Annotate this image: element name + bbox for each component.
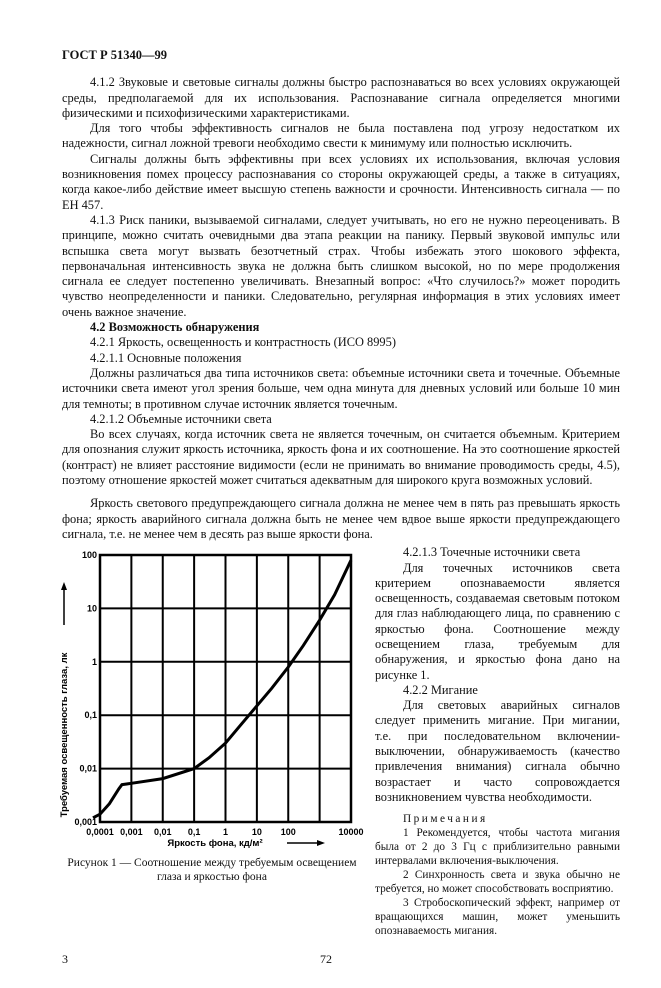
note-item: 3 Стробоскопический эффект, например от вращающихся машин, может уменьшить опознаваемость мигания. (375, 897, 620, 938)
notes (375, 812, 620, 938)
x-tick-label: 0,001 (120, 827, 143, 838)
subsection-heading: 4.2.1.1 Основные положения (90, 350, 242, 365)
page-number-left: 3 (62, 952, 68, 967)
document-header: ГОСТ Р 51340—99 (62, 48, 168, 62)
paragraph: Должны различаться два типа источников света: объемные источники света и точечные. Объемные источники света имеют угол зрения больше, чем одна минута для дневных условий или больше 10 мин для темноты; в противном случае источник является точечным. (62, 365, 620, 411)
paragraph: Для световых аварийных сигналов следует применить мигание. При мигании, т.е. при последовательном включении-выключении, обнаруживаемость (качество привлечения внимания) сигнала обычно возрастает и часто сопровождается возникновением чувства необходимости. (375, 698, 620, 804)
y-tick-label: 1 (91, 657, 97, 668)
x-tick-label: 0,0001 (86, 827, 114, 838)
y-tick-label: 10 (86, 603, 97, 614)
y-axis-label: Требуемая освещенность глаза, лк (59, 652, 70, 818)
x-axis-arrowhead-icon (317, 840, 325, 846)
paragraph: Во всех случаях, когда источник света не является точечным, он считается объемным. Критерием для опознания служит яркость источника, яркость фона и их соотношение. На это соотношение яркостей (контраст) не влияет расстояние видимости (если не принимать во внимание проводимость среды, 4.5), поэтому отношение яркостей может считаться адекватным для широкого круга возможных условий. (62, 427, 620, 488)
page-number-center: 72 (320, 952, 332, 967)
subsection-heading: 4.2.1.3 Точечные источники света (403, 545, 581, 560)
subsection-heading: 4.2.1.2 Объемные источники света (90, 411, 272, 426)
paragraph: Для точечных источников света критерием опознаваемости является освещенность, создаваемая световым потоком для глаз наблюдающего лица, по сравнению с яркостью фона. Соотношение между освещением глаза, требуемым для обнаружения, и яркостью фона дано на рисунке 1. (375, 560, 620, 682)
figure-caption: Рисунок 1 — Соотношение между требуемым освещением глаза и яркостью фона (67, 857, 357, 884)
subsection-heading: 4.2.2 Мигание (403, 682, 478, 697)
x-tick-label: 100 (280, 827, 296, 838)
x-tick-label: 0,1 (187, 827, 201, 838)
y-axis-arrowhead-icon (61, 582, 67, 590)
x-tick-label: 1 (222, 827, 229, 838)
note-item: 1 Рекомендуется, чтобы частота мигания была от 2 до 3 Гц с приблизительно равными интервалами включения-выключения. (375, 827, 620, 868)
x-tick-label: 10000 (338, 827, 364, 838)
page-footer (62, 952, 620, 968)
x-tick-label: 0,01 (153, 827, 172, 838)
paragraph: Для того чтобы эффективность сигналов не была поставлена под угрозу недостатком их надежности, сигнал ложной тревоги необходимо свести к минимуму или полностью исключить. (62, 121, 620, 151)
figure-row (59, 545, 620, 938)
subsection-heading: 4.2.1 Яркость, освещенность и контрастность (ИСО 8995) (90, 335, 396, 350)
paragraph: 4.1.3 Риск паники, вызываемой сигналами, следует учитывать, но его не нужно переоценивать. В принципе, можно считать очевидными два этапа реакции на панику. Первый звуковой импульс или вспышка света могут вызвать безотчетный страх. Чтобы избежать этого шокового эффекта, первоначальная интенсивность звука не должна быть слишком высокой, но по мере продолжения сигнала ее следует постепенно увеличивать. Внезапный вопрос: «Что случилось?» может породить чувство неопределенности и паники. Следовательно, регулярная информация в этих условиях имеет очень важное значение. (62, 212, 620, 319)
figure-column (55, 545, 365, 884)
y-tick-label: 0,1 (84, 710, 97, 721)
right-column (375, 545, 620, 938)
notes-title: Примечания (403, 813, 488, 826)
y-tick-label: 100 (81, 550, 97, 561)
note-item: 2 Синхронность света и звука обычно не требуется, но может способствовать восприятию. (375, 869, 620, 896)
main-text (62, 75, 620, 542)
paragraph: 4.1.2 Звуковые и световые сигналы должны быстро распознаваться во всех условиях окружающей среды, предполагаемой для их использования. Распознавание сигнала определяется многими физическими и психофизическими характеристиками. (62, 75, 620, 120)
figure-chart (55, 545, 365, 850)
section-heading: 4.2 Возможность обнаружения (90, 320, 260, 335)
x-tick-label: 10 (251, 827, 262, 838)
y-tick-label: 0,001 (74, 817, 97, 828)
paragraph: Яркость светового предупреждающего сигнала должна не менее чем в пять раз превышать яркость фона; яркость аварийного сигнала должна быть не менее чем вдвое выше яркости предупреждающего сигнала, т.е. не менее чем в десять раз выше яркости фона. (62, 496, 620, 541)
paragraph: Сигналы должны быть эффективны при всех условиях их использования, включая условия возникновения помех процессу распознавания со стороны окружающей среды, а также в ситуациях, когда какое-либо действие имеет высшую степень важности и срочности. Интенсивность сигнала — по ЕН 457. (62, 151, 620, 212)
x-axis-label: Яркость фона, кд/м² (167, 838, 263, 850)
y-tick-label: 0,01 (79, 763, 97, 774)
